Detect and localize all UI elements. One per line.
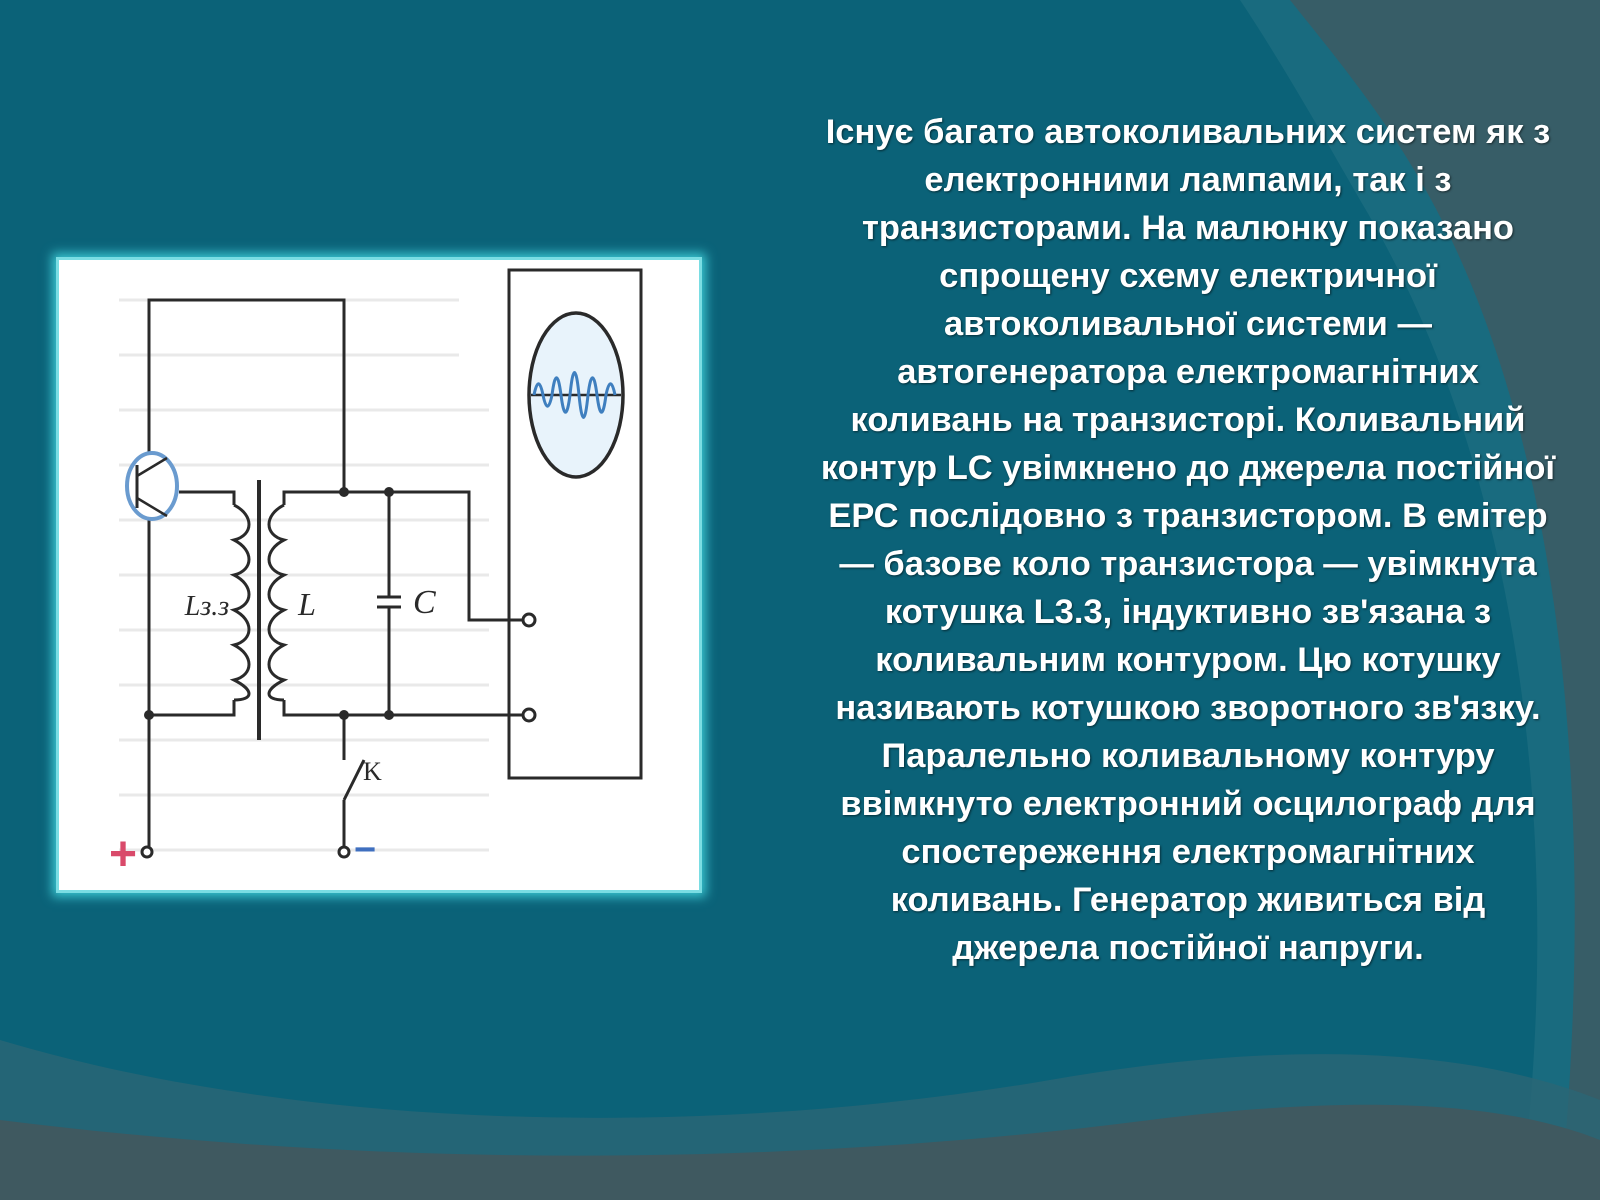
- plus-terminal: [142, 847, 152, 857]
- slide-body-text: Існує багато автоколивальних систем як з електронними лампами, так і з транзисторами. На малюнку показано спрощену схему електричної автоколивальної системи — автогенератора електромагнітних коливань на транзисторі. Коливальний контур LC увімкнено до джерела постійної ЕРС послідовно з транзистором. В емітер — базове коло транзистора — увімкнута котушка L3.3, індуктивно зв'язана з коливальним контуром. Цю котушку називають котушкою зворотного зв'язку. Паралельно коливальному контуру ввімкнуто електронний осцилограф для спостереження електромагнітних коливань. Генератор живиться від джерела постійної напруги.: [820, 113, 1556, 967]
- circuit-diagram: [59, 260, 699, 890]
- faint-background-lines: [119, 300, 489, 850]
- label-plus: +: [109, 828, 138, 881]
- label-minus: −: [354, 829, 377, 871]
- feedback-coil-symbol: [234, 505, 249, 700]
- coil-symbol: [269, 505, 284, 700]
- top-wire: [149, 300, 344, 492]
- circuit-figure: [56, 257, 702, 893]
- label-coil: L: [298, 586, 316, 622]
- coil-bottom-wire: [284, 700, 529, 715]
- output-terminal-top: [523, 614, 535, 626]
- feedback-coil-bottom: [149, 700, 234, 715]
- minus-terminal: [339, 847, 349, 857]
- label-feedback-coil: Lз.з: [184, 591, 230, 622]
- output-terminal-bottom: [523, 709, 535, 721]
- label-capacitor: C: [413, 584, 436, 621]
- oscilloscope-screen: [529, 313, 623, 477]
- transistor-to-feedback-coil: [179, 492, 234, 505]
- coil-top-wire: [284, 492, 529, 620]
- transistor-symbol: [127, 453, 177, 519]
- label-switch: K: [363, 757, 382, 786]
